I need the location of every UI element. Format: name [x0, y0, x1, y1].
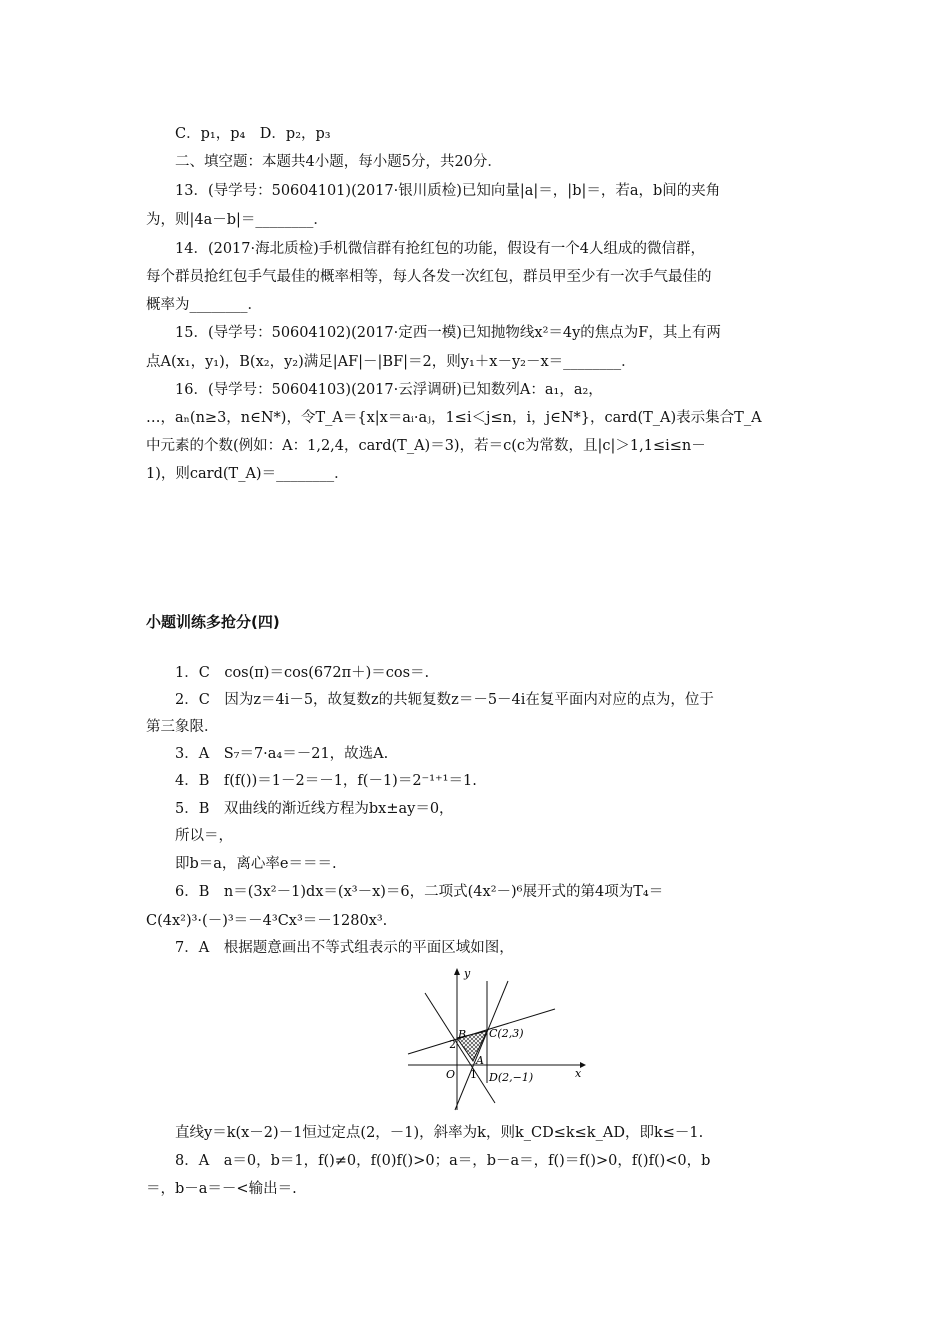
y-tick-2: 2	[449, 1038, 456, 1051]
question-13: 13．(导学号：50604101)(2017·银川质检)已知向量|a|＝，|b|＝，若a，b间的夹角	[175, 183, 721, 199]
question-14-cont: 每个群员抢红包手气最佳的概率相等，每人各发一次红包，群员甲至少有一次手气最佳的	[146, 269, 712, 285]
question-16: 16．(导学号：50604103)(2017·云浮调研)已知数列A：a₁，a₂，	[175, 382, 603, 398]
question-14: 14．(2017·海北质检)手机微信群有抢红包的功能，假设有一个4人组成的微信群，	[175, 241, 705, 257]
y-axis-arrow	[454, 968, 460, 975]
answer-6-cont: C(4x²)³·(－)³＝－4³Cx³＝－1280x³.	[146, 913, 388, 929]
x-tick-1: 1	[470, 1068, 477, 1081]
answer-6: 6．B n＝(3x²－1)dx＝(x³－x)＝6，二项式(4x²－)⁶展开式的第4项为T₄＝	[175, 884, 664, 900]
x-label: x	[575, 1067, 582, 1080]
answer-7: 7．A 根据题意画出不等式组表示的平面区域如图，	[175, 940, 514, 956]
answer-5: 5．B 双曲线的渐近线方程为bx±ay＝0，	[175, 801, 454, 817]
option-line: C．p₁，p₄ D．p₂，p₃	[175, 126, 331, 142]
section-title: 二、填空题：本题共4小题，每小题5分，共20分．	[175, 154, 502, 170]
question-16-cont: 中元素的个数(例如：A：1,2,4，card(T_A)＝3)，若＝c(c为常数，且|c|＞1,1≤i≤n－	[146, 438, 706, 454]
question-15: 15．(导学号：50604102)(2017·定西一模)已知抛物线x²＝4y的焦点为F，其上有两	[175, 325, 721, 341]
answer-8: 8．A a＝0，b＝1，f()≠0，f(0)f()>0；a＝，b－a＝，f()＝f()>0，f()f()<0，b	[175, 1153, 711, 1169]
question-14-cont: 概率为________．	[146, 297, 262, 313]
y-label: y	[464, 967, 471, 980]
answer-5-cont: 即b＝a，离心率e＝＝＝.	[175, 856, 337, 872]
answer-4: 4．B f(f())＝1－2＝－1，f(－1)＝2⁻¹⁺¹＝1.	[175, 773, 477, 789]
answer-1: 1．C cos(π)＝cos(672π＋)＝cos＝.	[175, 665, 430, 681]
point-d-label: D(2,−1)	[489, 1071, 534, 1084]
answer-3: 3．A S₇＝7·a₄＝－21，故选A.	[175, 746, 389, 762]
answer-2: 2．C 因为z＝4i－5，故复数z的共轭复数z＝－5－4i在复平面内对应的点为，位于	[175, 692, 714, 708]
question-16-cont: 1)，则card(T_A)＝________．	[146, 466, 349, 482]
answer-2-cont: 第三象限．	[146, 719, 219, 735]
question-15-cont: 点A(x₁，y₁)，B(x₂，y₂)满足|AF|－|BF|＝2，则y₁＋x－y₂－x＝________．	[146, 354, 636, 370]
inequality-region-figure	[400, 963, 590, 1113]
line-ab	[425, 993, 495, 1103]
answer-8-cont: ＝，b－a＝－<输出＝.	[146, 1181, 297, 1197]
line-bc	[408, 1009, 555, 1054]
question-13-cont: 为，则|4a－b|＝________．	[146, 212, 328, 228]
question-16-cont: …，aₙ(n≥3，n∈N*)，令T_A＝{x|x＝aᵢ·aⱼ，1≤i＜j≤n，i，j∈N*}，card(T_A)表示集合T_A	[146, 410, 762, 426]
point-b-label: B	[458, 1028, 467, 1041]
origin-label: O	[446, 1068, 456, 1081]
point-a-label: A	[476, 1054, 484, 1067]
answer-7-cont: 直线y＝k(x－2)－1恒过定点(2，－1)，斜率为k，则k_CD≤k≤k_AD，即k≤－1.	[175, 1125, 704, 1141]
point-c-label: C(2,3)	[489, 1027, 524, 1040]
answers-heading: 小题训练多抢分(四)	[146, 613, 280, 631]
answer-5-cont: 所以＝，	[175, 828, 233, 844]
